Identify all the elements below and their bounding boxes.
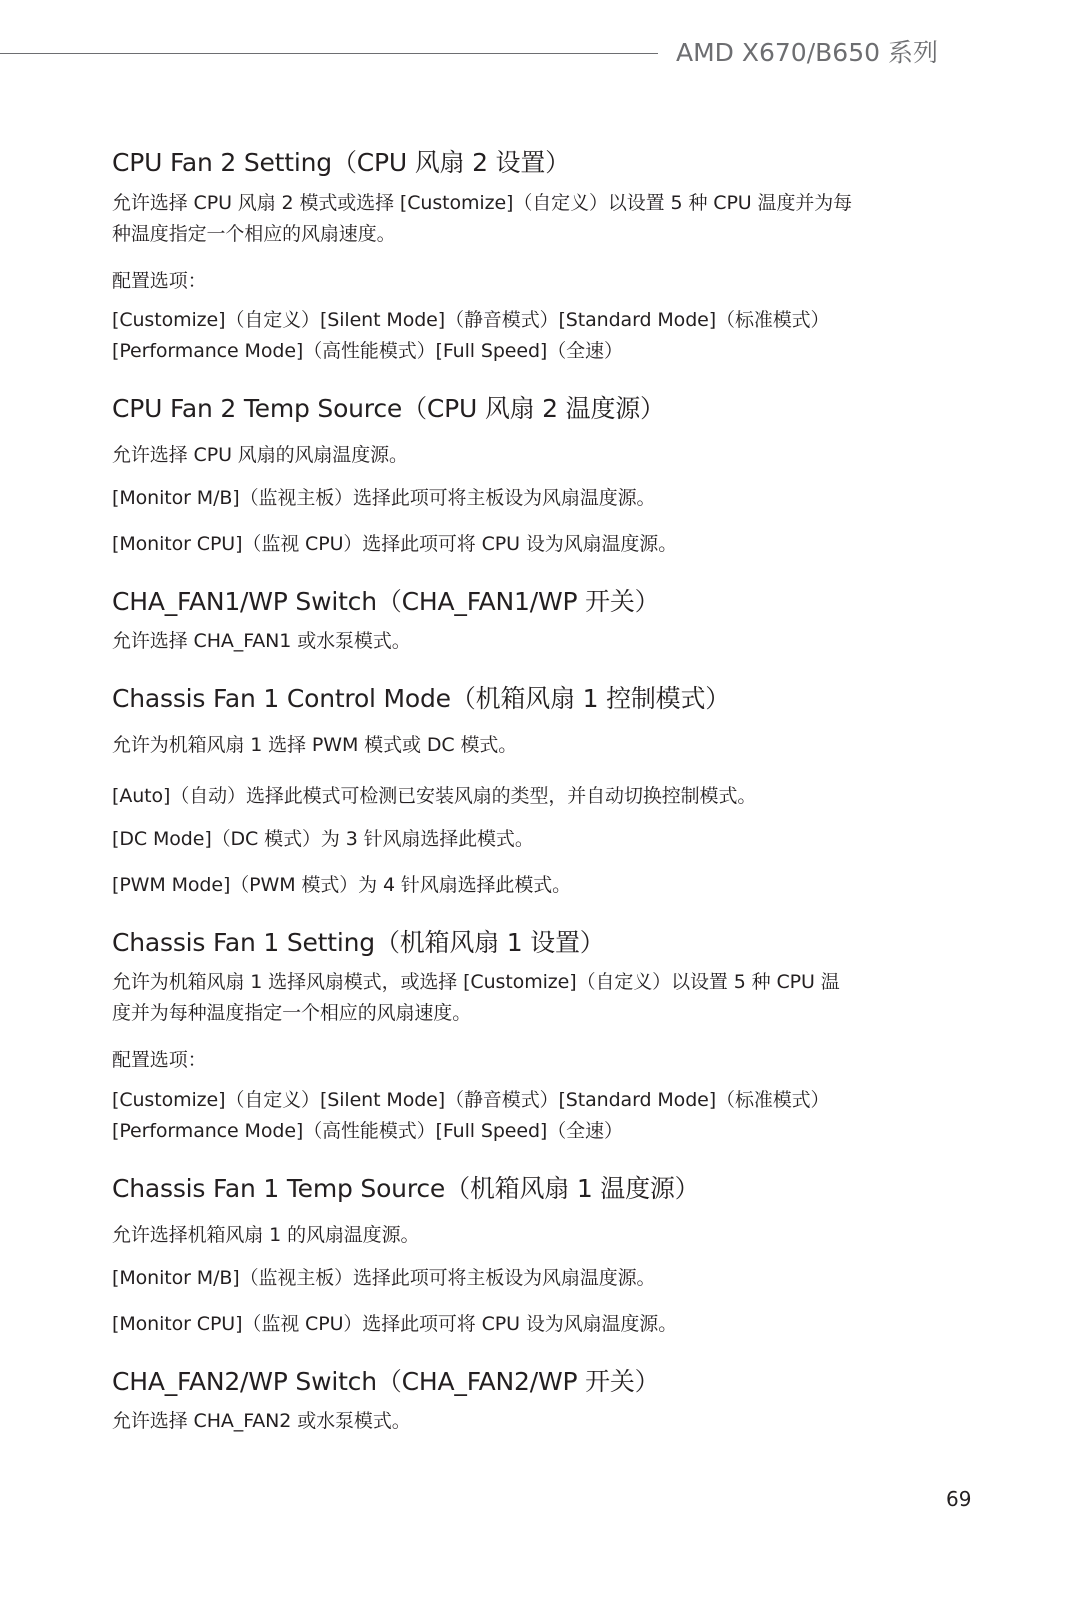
option-description: [Monitor CPU]（监视 CPU）选择此项可将 CPU 设为风扇温度源。 <box>112 533 678 555</box>
option-description: [Monitor M/B]（监视主板）选择此项可将主板设为风扇温度源。 <box>112 1267 656 1289</box>
option-description: [DC Mode]（DC 模式）为 3 针风扇选择此模式。 <box>112 828 534 850</box>
option-description: [Monitor M/B]（监视主板）选择此项可将主板设为风扇温度源。 <box>112 487 656 509</box>
section-text: 允许选择 CHA_FAN2 或水泵模式。 <box>112 1410 411 1432</box>
config-options-list: [Performance Mode]（高性能模式）[Full Speed]（全速） <box>112 340 623 362</box>
config-options-list: [Customize]（自定义）[Silent Mode]（静音模式）[Standard Mode]（标准模式） <box>112 309 830 331</box>
section-heading-chassis-fan-1-temp-source: Chassis Fan 1 Temp Source（机箱风扇 1 温度源） <box>112 1174 700 1203</box>
header-title: AMD X670/B650 系列 <box>676 38 938 67</box>
section-heading-chassis-fan-1-control-mode: Chassis Fan 1 Control Mode（机箱风扇 1 控制模式） <box>112 684 731 713</box>
section-text: 允许选择 CPU 风扇 2 模式或选择 [Customize]（自定义）以设置 5 种 CPU 温度并为每 <box>112 192 853 214</box>
config-options-list: [Performance Mode]（高性能模式）[Full Speed]（全速） <box>112 1120 623 1142</box>
section-text: 允许选择机箱风扇 1 的风扇温度源。 <box>112 1224 420 1246</box>
section-text: 允许为机箱风扇 1 选择 PWM 模式或 DC 模式。 <box>112 734 518 756</box>
section-text: 允许选择 CHA_FAN1 或水泵模式。 <box>112 630 411 652</box>
section-heading-cha-fan1-wp-switch: CHA_FAN1/WP Switch（CHA_FAN1/WP 开关） <box>112 587 660 616</box>
config-options-list: [Customize]（自定义）[Silent Mode]（静音模式）[Standard Mode]（标准模式） <box>112 1089 830 1111</box>
section-heading-cha-fan2-wp-switch: CHA_FAN2/WP Switch（CHA_FAN2/WP 开关） <box>112 1367 660 1396</box>
section-heading-cpu-fan-2-temp-source: CPU Fan 2 Temp Source（CPU 风扇 2 温度源） <box>112 394 665 423</box>
option-description: [PWM Mode]（PWM 模式）为 4 针风扇选择此模式。 <box>112 874 572 896</box>
header-rule <box>0 53 658 54</box>
config-options-label: 配置选项： <box>112 1049 207 1071</box>
option-description: [Auto]（自动）选择此模式可检测已安装风扇的类型，并自动切换控制模式。 <box>112 785 757 807</box>
section-text: 度并为每种温度指定一个相应的风扇速度。 <box>112 1002 472 1024</box>
page-number: 69 <box>946 1487 972 1511</box>
section-heading-cpu-fan-2-setting: CPU Fan 2 Setting（CPU 风扇 2 设置） <box>112 148 570 177</box>
section-text: 种温度指定一个相应的风扇速度。 <box>112 223 396 245</box>
section-text: 允许选择 CPU 风扇的风扇温度源。 <box>112 444 408 466</box>
section-heading-chassis-fan-1-setting: Chassis Fan 1 Setting（机箱风扇 1 设置） <box>112 928 605 957</box>
option-description: [Monitor CPU]（监视 CPU）选择此项可将 CPU 设为风扇温度源。 <box>112 1313 678 1335</box>
section-text: 允许为机箱风扇 1 选择风扇模式，或选择 [Customize]（自定义）以设置 5 种 CPU 温 <box>112 971 840 993</box>
config-options-label: 配置选项： <box>112 270 207 292</box>
